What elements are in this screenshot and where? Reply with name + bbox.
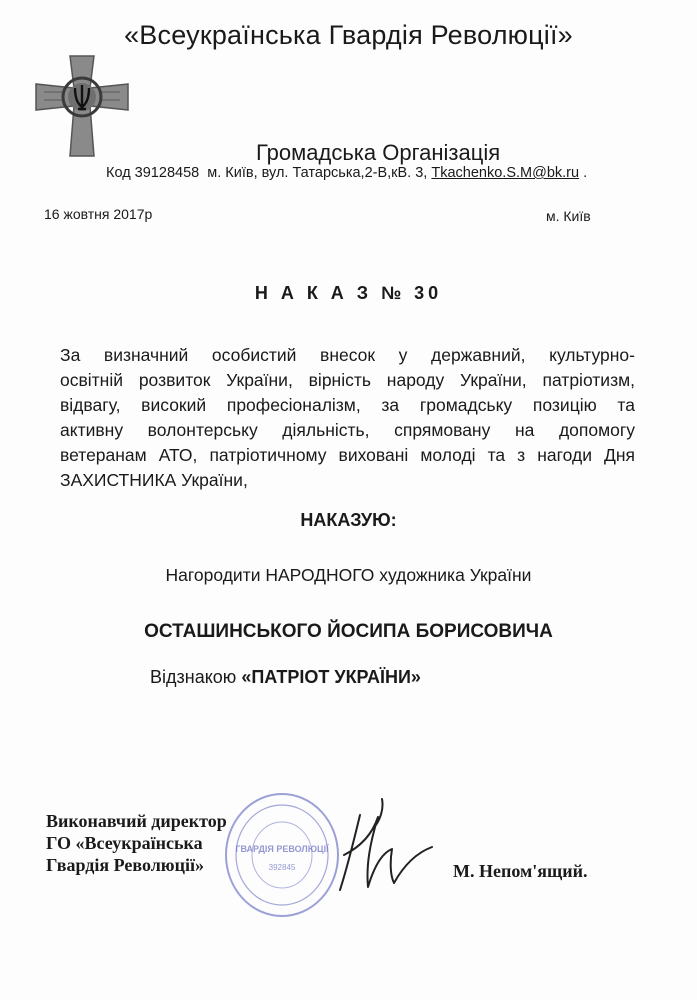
body-line: ветеранам АТО, патріотичному виховані молоді та з нагоди Дня [60,445,635,465]
body-line: відвагу, високий професіоналізм, за громадську позицію та [60,395,635,415]
cross-emblem-icon [32,52,132,162]
contact-line [106,165,587,181]
body-line: За визначний особистий внесок у державний, культурно- [60,345,635,365]
body-line: освітній розвиток України, вірність народу України, патріотизм, [60,370,635,390]
body-line: активну волонтерську діяльність, спрямовану на допомогу [60,420,635,440]
badge-name: «ПАТРІОТ УКРАЇНИ» [241,667,421,687]
body-line: ЗАХИСТНИКА України, [60,470,248,490]
signatory-title [46,810,227,876]
registration-code: Код 39128458 [106,165,200,181]
badge-line [150,667,421,688]
signatory-line: Виконавчий директор [46,811,227,831]
organization-type: Громадська Організація [256,140,501,165]
email-link[interactable]: Tkachenko.S.M@bk.ru [431,165,580,181]
document-date: 16 жовтня 2017р [44,206,153,222]
contact-suffix: . [583,165,588,181]
recipient-name: ОСТАШИНСЬКОГО ЙОСИПА БОРИСОВИЧА [144,621,553,642]
stamp-code-text: 392845 [268,863,296,872]
award-line: Нагородити НАРОДНОГО художника України [165,565,532,585]
stamp-center-text: ГВАРДІЯ РЕВОЛЮЦІЇ [235,844,329,854]
organization-title: «Всеукраїнська Гвардія Революції» [124,20,573,50]
handwritten-signature-icon [320,795,460,900]
signatory-line: ГО «Всеукраїнська [46,833,203,853]
badge-prefix: Відзнакою [150,667,237,687]
order-title: Н А К А З № 30 [254,283,443,303]
signatory-line: Гвардія Революції» [46,855,204,875]
order-body [60,343,635,493]
address: м. Київ, вул. Татарська,2-В,кВ. 3, [207,165,428,181]
signatory-name: М. Непом'ящий. [453,861,588,881]
document-city: м. Київ [546,208,591,224]
decree-heading: НАКАЗУЮ: [300,510,397,530]
